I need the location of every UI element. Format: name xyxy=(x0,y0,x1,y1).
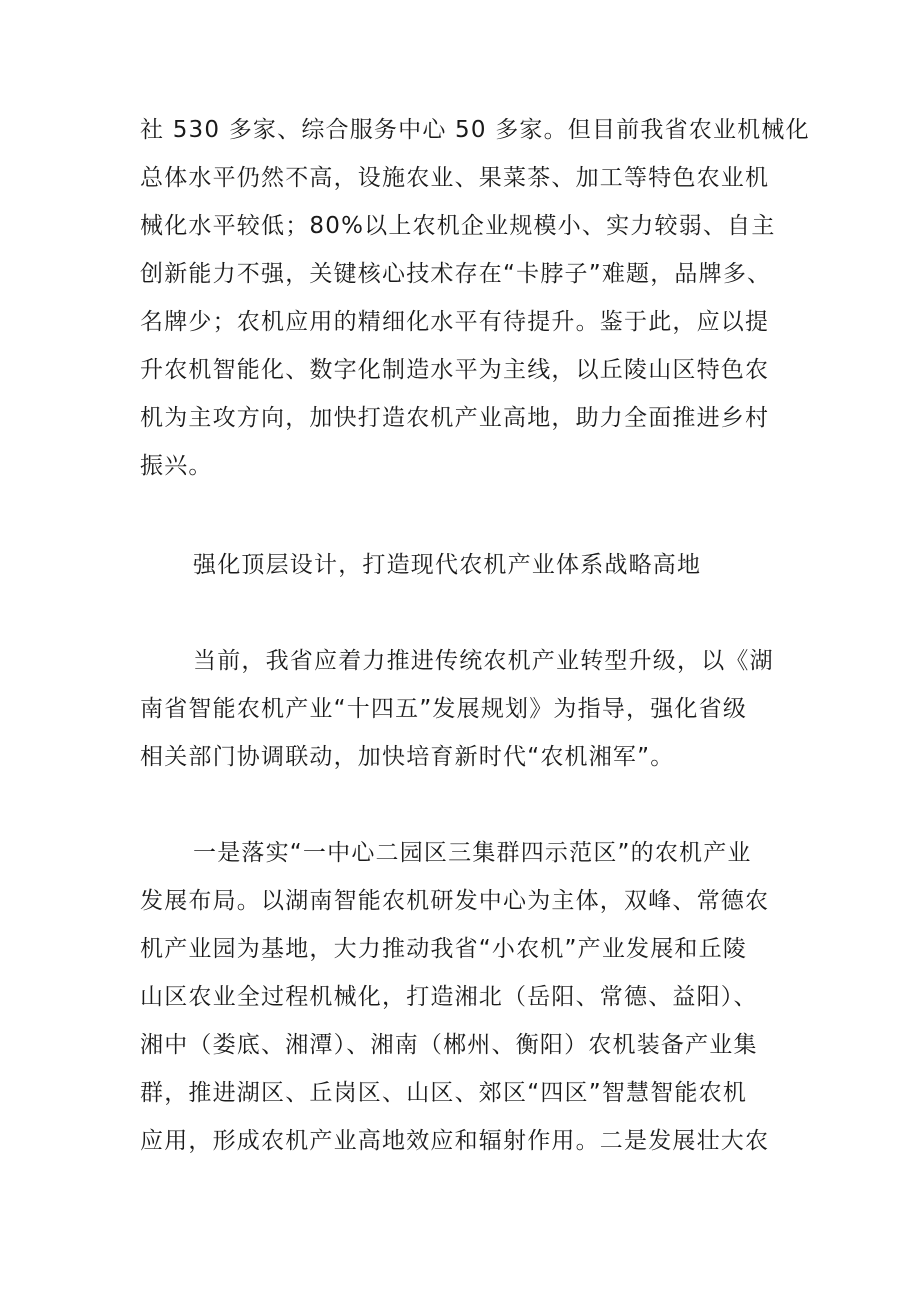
paragraph-industry-layout xyxy=(140,829,800,1165)
text-line: 应用，形成农机产业高地效应和辐射作用。二是发展壮大农 xyxy=(140,1128,770,1154)
text-line: 机为主攻方向，加快打造农机产业高地，助力全面推进乡村 xyxy=(140,405,770,431)
text-line: 总体水平仍然不高，设施农业、果菜茶、加工等特色农业机 xyxy=(140,165,770,191)
text-line: 一是落实“一中心二园区三集群四示范区”的农机产业 xyxy=(193,840,752,866)
text-line: 山区农业全过程机械化，打造湘北（岳阳、常德、益阳）、 xyxy=(140,984,758,1010)
text-line: 社 530 多家、综合服务中心 50 多家。但目前我省农业机械化 xyxy=(140,117,810,143)
paragraph-current-priorities xyxy=(140,637,800,781)
text-line: 名牌少；农机应用的精细化水平有待提升。鉴于此，应以提 xyxy=(140,309,770,335)
text-line: 南省智能农机产业“十四五”发展规划》为指导，强化省级 xyxy=(140,696,748,722)
text-line: 群，推进湖区、丘岗区、山区、郊区“四区”智慧智能农机 xyxy=(140,1080,748,1106)
text-line: 当前，我省应着力推进传统农机产业转型升级，以《湖 xyxy=(193,648,774,674)
paragraph-agri-mechanization-status xyxy=(140,106,810,490)
text-line: 机产业园为基地，大力推动我省“小农机”产业发展和丘陵 xyxy=(140,936,748,962)
text-line: 创新能力不强，关键核心技术存在“卡脖子”难题，品牌多、 xyxy=(140,261,772,287)
section-heading xyxy=(140,541,800,589)
text-line: 升农机智能化、数字化制造水平为主线，以丘陵山区特色农 xyxy=(140,357,770,383)
text-line: 械化水平较低；80%以上农机企业规模小、实力较弱、自主 xyxy=(140,213,776,239)
text-line: 发展布局。以湖南智能农机研发中心为主体，双峰、常德农 xyxy=(140,888,770,914)
section-heading-text: 强化顶层设计，打造现代农机产业体系战略高地 xyxy=(193,552,702,578)
text-line: 振兴。 xyxy=(140,453,213,479)
text-line: 湘中（娄底、湘潭）、湘南（郴州、衡阳）农机装备产业集 xyxy=(140,1032,758,1058)
text-line: 相关部门协调联动，加快培育新时代“农机湘军”。 xyxy=(140,744,675,770)
